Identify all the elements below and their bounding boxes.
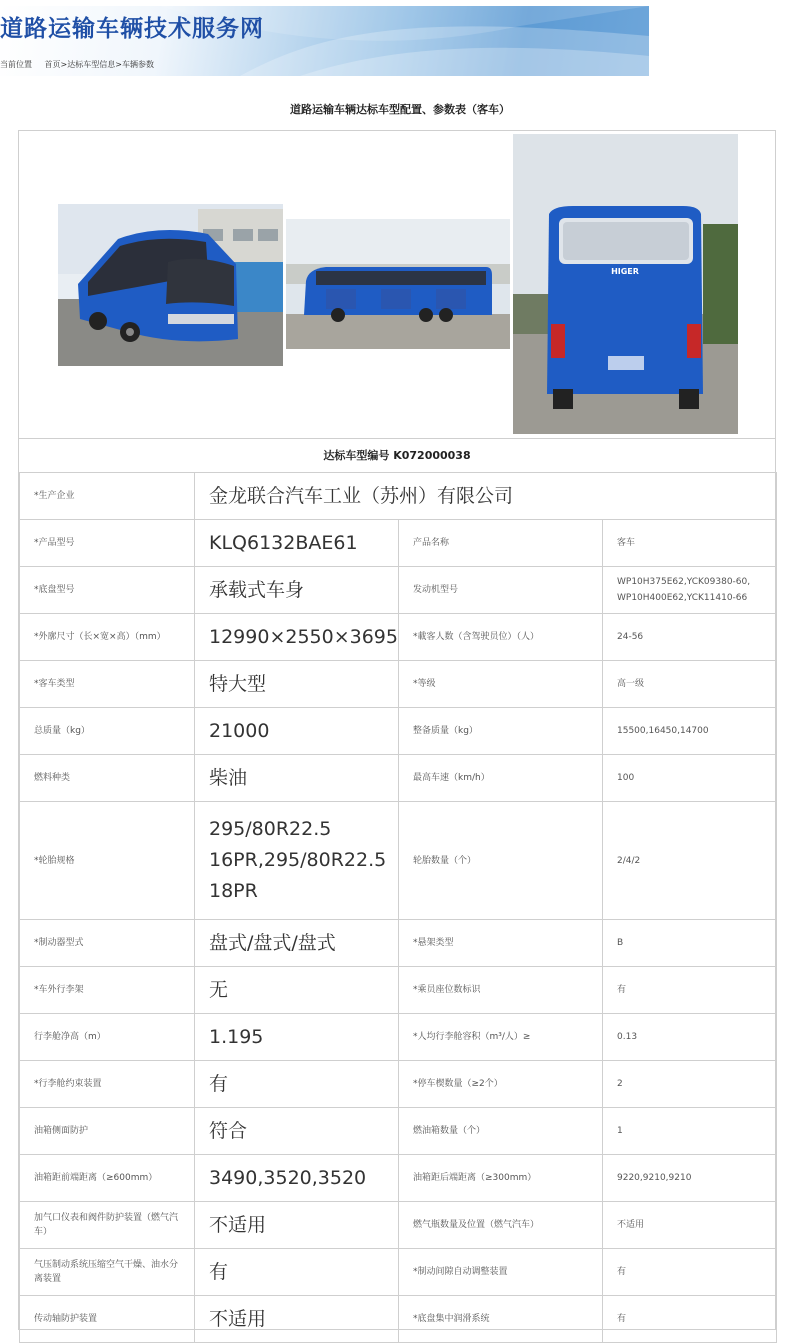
param-label: 总质量（kg） — [20, 708, 195, 755]
breadcrumb — [0, 59, 164, 70]
table-row — [20, 1202, 777, 1249]
param-value: KLQ6132BAE61 — [195, 520, 399, 567]
table-row — [20, 708, 777, 755]
param-value: 柴油 — [195, 755, 399, 802]
param-label: 加气口仪表和阀件防护装置（燃气汽车） — [20, 1202, 195, 1249]
param-value: 2/4/2 — [603, 802, 777, 920]
vehicle-photo-rear — [513, 134, 738, 434]
param-value: 承载式车身 — [195, 567, 399, 614]
table-row — [20, 567, 777, 614]
param-value: 符合 — [195, 1108, 399, 1155]
param-label: 整备质量（kg） — [399, 708, 603, 755]
param-label: *产品型号 — [20, 520, 195, 567]
param-label: *底盘集中润滑系统 — [399, 1296, 603, 1343]
vehicle-photo-front — [58, 204, 283, 366]
param-label: *制动间隙自动调整装置 — [399, 1249, 603, 1296]
param-label: *制动器型式 — [20, 920, 195, 967]
param-label: *轮胎规格 — [20, 802, 195, 920]
param-value: 295/80R22.5 16PR,295/80R22.5 18PR — [195, 802, 399, 920]
param-value: 有 — [195, 1249, 399, 1296]
table-row — [20, 1249, 777, 1296]
vehicle-photos — [19, 131, 775, 438]
param-value: 2 — [603, 1061, 777, 1108]
param-label: 传动轴防护装置 — [20, 1296, 195, 1343]
table-row — [20, 1014, 777, 1061]
param-value: 不适用 — [195, 1296, 399, 1343]
breadcrumb-path[interactable]: 首页>达标车型信息>车辆参数 — [44, 60, 154, 69]
site-banner — [0, 6, 649, 76]
param-value: 不适用 — [603, 1202, 777, 1249]
param-value: B — [603, 920, 777, 967]
param-label: *底盘型号 — [20, 567, 195, 614]
param-value: 客车 — [603, 520, 777, 567]
vehicle-params-frame — [18, 130, 776, 1330]
param-value: 特大型 — [195, 661, 399, 708]
param-label: 油箱侧面防护 — [20, 1108, 195, 1155]
param-label: *客车类型 — [20, 661, 195, 708]
param-value: 无 — [195, 967, 399, 1014]
table-row — [20, 473, 777, 520]
param-label: *车外行李架 — [20, 967, 195, 1014]
param-label: *人均行李舱容积（m³/人）≥ — [399, 1014, 603, 1061]
table-row — [20, 802, 777, 920]
param-value: 不适用 — [195, 1202, 399, 1249]
params-table — [19, 472, 777, 1343]
param-value: 12990×2550×3695 — [195, 614, 399, 661]
table-row — [20, 520, 777, 567]
param-value: 有 — [603, 967, 777, 1014]
param-label: 产品名称 — [399, 520, 603, 567]
param-label: *乘员座位数标识 — [399, 967, 603, 1014]
param-label: 最高车速（km/h） — [399, 755, 603, 802]
site-title[interactable]: 道路运输车辆技术服务网 — [0, 16, 264, 42]
table-row — [20, 967, 777, 1014]
param-value: 金龙联合汽车工业（苏州）有限公司 — [195, 473, 777, 520]
table-row — [20, 1108, 777, 1155]
param-value: 24-56 — [603, 614, 777, 661]
param-label: 燃油箱数量（个） — [399, 1108, 603, 1155]
table-row — [20, 920, 777, 967]
param-value: 有 — [603, 1249, 777, 1296]
param-value: 100 — [603, 755, 777, 802]
table-row — [20, 755, 777, 802]
param-label: *生产企业 — [20, 473, 195, 520]
param-value: 有 — [603, 1296, 777, 1343]
param-label: 行李舱净高（m） — [20, 1014, 195, 1061]
param-value: 1 — [603, 1108, 777, 1155]
param-label: *等级 — [399, 661, 603, 708]
param-label: 发动机型号 — [399, 567, 603, 614]
param-label: 轮胎数量（个） — [399, 802, 603, 920]
param-label: 油箱距后端距离（≥300mm） — [399, 1155, 603, 1202]
param-value: 0.13 — [603, 1014, 777, 1061]
table-row — [20, 1296, 777, 1343]
table-row — [20, 614, 777, 661]
param-label: *停车楔数量（≥2个） — [399, 1061, 603, 1108]
vehicle-photo-side — [286, 219, 510, 349]
bus-brand-badge: HIGER — [611, 267, 639, 276]
table-row — [20, 1155, 777, 1202]
model-code: 达标车型编号 K072000038 — [19, 438, 775, 473]
param-label: *載客人数（含驾驶员位）（人） — [399, 614, 603, 661]
param-value: 盘式/盘式/盘式 — [195, 920, 399, 967]
param-label: *悬架类型 — [399, 920, 603, 967]
param-value: 3490,3520,3520 — [195, 1155, 399, 1202]
table-row — [20, 661, 777, 708]
param-value: 9220,9210,9210 — [603, 1155, 777, 1202]
param-label: 油箱距前端距离（≥600mm） — [20, 1155, 195, 1202]
param-label: 燃料种类 — [20, 755, 195, 802]
param-value: 有 — [195, 1061, 399, 1108]
param-label: 气压制动系统压缩空气干燥、油水分离装置 — [20, 1249, 195, 1296]
param-label: *外廓尺寸（长×宽×高）（mm） — [20, 614, 195, 661]
param-value: 高一级 — [603, 661, 777, 708]
table-row — [20, 1061, 777, 1108]
param-value: 15500,16450,14700 — [603, 708, 777, 755]
param-label: *行李舱约束装置 — [20, 1061, 195, 1108]
param-value: 1.195 — [195, 1014, 399, 1061]
page-title: 道路运输车辆达标车型配置、参数表（客车） — [290, 103, 510, 116]
param-value: 21000 — [195, 708, 399, 755]
breadcrumb-prefix: 当前位置 — [0, 60, 32, 69]
param-value: WP10H375E62,YCK09380-60,WP10H400E62,YCK11410-66 — [603, 567, 777, 614]
param-label: 燃气瓶数量及位置（燃气汽车） — [399, 1202, 603, 1249]
